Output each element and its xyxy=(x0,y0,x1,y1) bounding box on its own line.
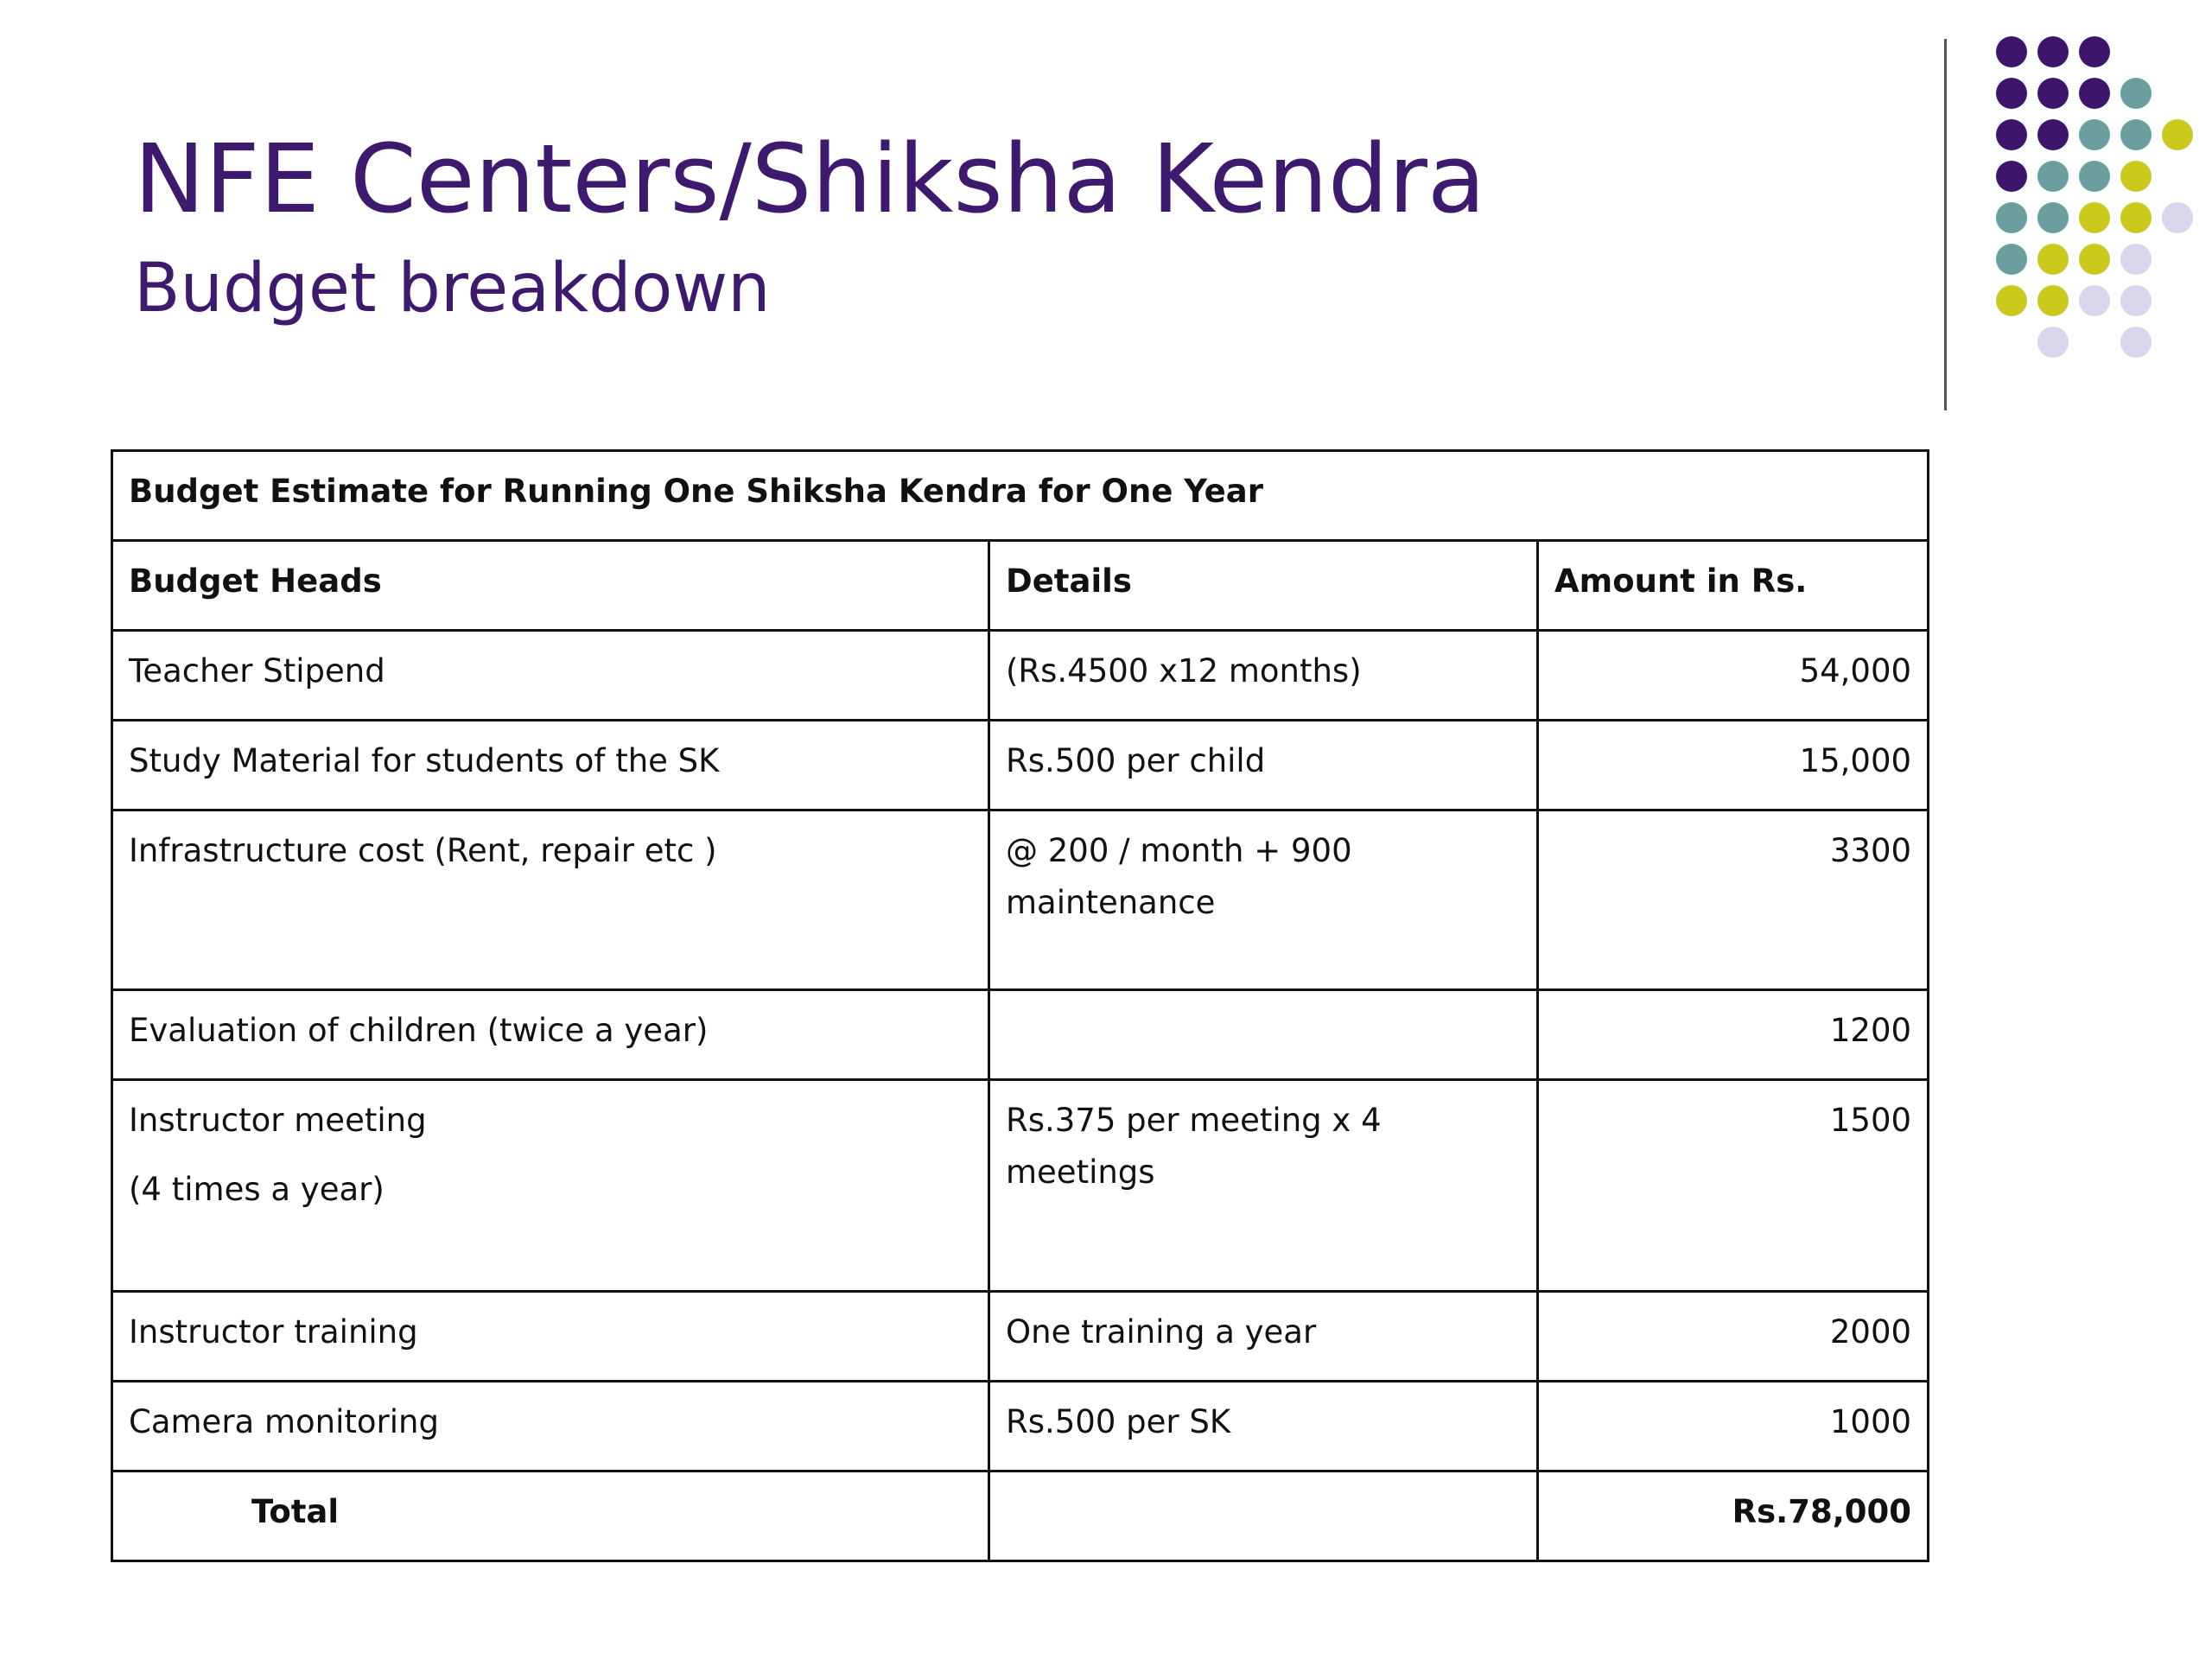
table-row xyxy=(112,721,1929,810)
table-row xyxy=(112,990,1929,1080)
vertical-divider xyxy=(1944,39,1947,410)
decorative-dot xyxy=(2037,78,2069,109)
row-details-cell xyxy=(989,810,1538,990)
decorative-dot xyxy=(2079,285,2110,316)
row-details: Rs.500 per SK xyxy=(989,1382,1538,1471)
decorative-dot xyxy=(2037,327,2069,358)
slide-subtitle: Budget breakdown xyxy=(134,250,771,327)
slide-title: NFE Centers/Shiksha Kendra xyxy=(134,124,1486,234)
decorative-dot xyxy=(2037,202,2069,233)
decorative-dot xyxy=(2079,78,2110,109)
row-head: Teacher Stipend xyxy=(112,631,989,721)
total-label: Total xyxy=(112,1471,989,1561)
decorative-dot xyxy=(1996,78,2027,109)
decorative-dot xyxy=(1996,285,2027,316)
total-details xyxy=(989,1471,1538,1561)
decorative-dot xyxy=(2120,202,2152,233)
row-amount: 3300 xyxy=(1538,810,1929,990)
table-total-row xyxy=(112,1471,1929,1561)
decorative-dot xyxy=(2162,202,2193,233)
table-caption-row xyxy=(112,451,1929,541)
decorative-dot xyxy=(2079,119,2110,150)
row-amount: 1000 xyxy=(1538,1382,1929,1471)
table-caption: Budget Estimate for Running One Shiksha Kendra for One Year xyxy=(112,451,1929,541)
table-row xyxy=(112,631,1929,721)
decorative-dot xyxy=(2037,119,2069,150)
table-row xyxy=(112,1292,1929,1382)
total-amount: Rs.78,000 xyxy=(1538,1471,1929,1561)
decorative-dot xyxy=(1996,161,2027,192)
row-head-cell xyxy=(112,1080,989,1292)
row-head-note: (4 times a year) xyxy=(129,1171,385,1208)
decorative-dot xyxy=(2037,285,2069,316)
row-details: Rs.375 per meeting x 4 meetings xyxy=(989,1080,1538,1292)
decorative-dot xyxy=(1996,119,2027,150)
decorative-dot xyxy=(2120,161,2152,192)
row-details-continued: maintenance xyxy=(1006,884,1216,921)
row-details: Rs.500 per child xyxy=(989,721,1538,810)
row-head: Instructor meeting xyxy=(129,1102,427,1139)
decorative-dot xyxy=(2079,202,2110,233)
row-details: One training a year xyxy=(989,1292,1538,1382)
table-row xyxy=(112,810,1929,990)
decorative-dot xyxy=(2120,244,2152,275)
table-row xyxy=(112,1080,1929,1292)
decorative-dot xyxy=(2120,327,2152,358)
header-amount: Amount in Rs. xyxy=(1538,541,1929,631)
row-amount: 1500 xyxy=(1538,1080,1929,1292)
decorative-dot xyxy=(2079,161,2110,192)
table-header-row xyxy=(112,541,1929,631)
row-head: Infrastructure cost (Rent, repair etc ) xyxy=(112,810,989,990)
decorative-dot xyxy=(2120,119,2152,150)
decorative-dot xyxy=(2120,285,2152,316)
budget-table xyxy=(111,449,1929,1562)
row-details: @ 200 / month + 900 xyxy=(1006,832,1352,869)
decorative-dot xyxy=(2037,244,2069,275)
row-head: Camera monitoring xyxy=(112,1382,989,1471)
row-amount: 2000 xyxy=(1538,1292,1929,1382)
decorative-dot xyxy=(2037,36,2069,67)
row-head: Study Material for students of the SK xyxy=(112,721,989,810)
decorative-dot xyxy=(2079,36,2110,67)
decorative-dot xyxy=(2079,244,2110,275)
decorative-dot xyxy=(2162,119,2193,150)
header-details: Details xyxy=(989,541,1538,631)
decorative-dot xyxy=(1996,36,2027,67)
row-details: (Rs.4500 x12 months) xyxy=(989,631,1538,721)
header-budget-heads: Budget Heads xyxy=(112,541,989,631)
decorative-dot xyxy=(2037,161,2069,192)
decorative-dot xyxy=(1996,202,2027,233)
row-amount: 1200 xyxy=(1538,990,1929,1080)
row-head: Instructor training xyxy=(112,1292,989,1382)
decorative-dot xyxy=(1996,244,2027,275)
decorative-dot xyxy=(2120,78,2152,109)
row-details xyxy=(989,990,1538,1080)
table-row xyxy=(112,1382,1929,1471)
row-amount: 54,000 xyxy=(1538,631,1929,721)
row-amount: 15,000 xyxy=(1538,721,1929,810)
row-head: Evaluation of children (twice a year) xyxy=(112,990,989,1080)
